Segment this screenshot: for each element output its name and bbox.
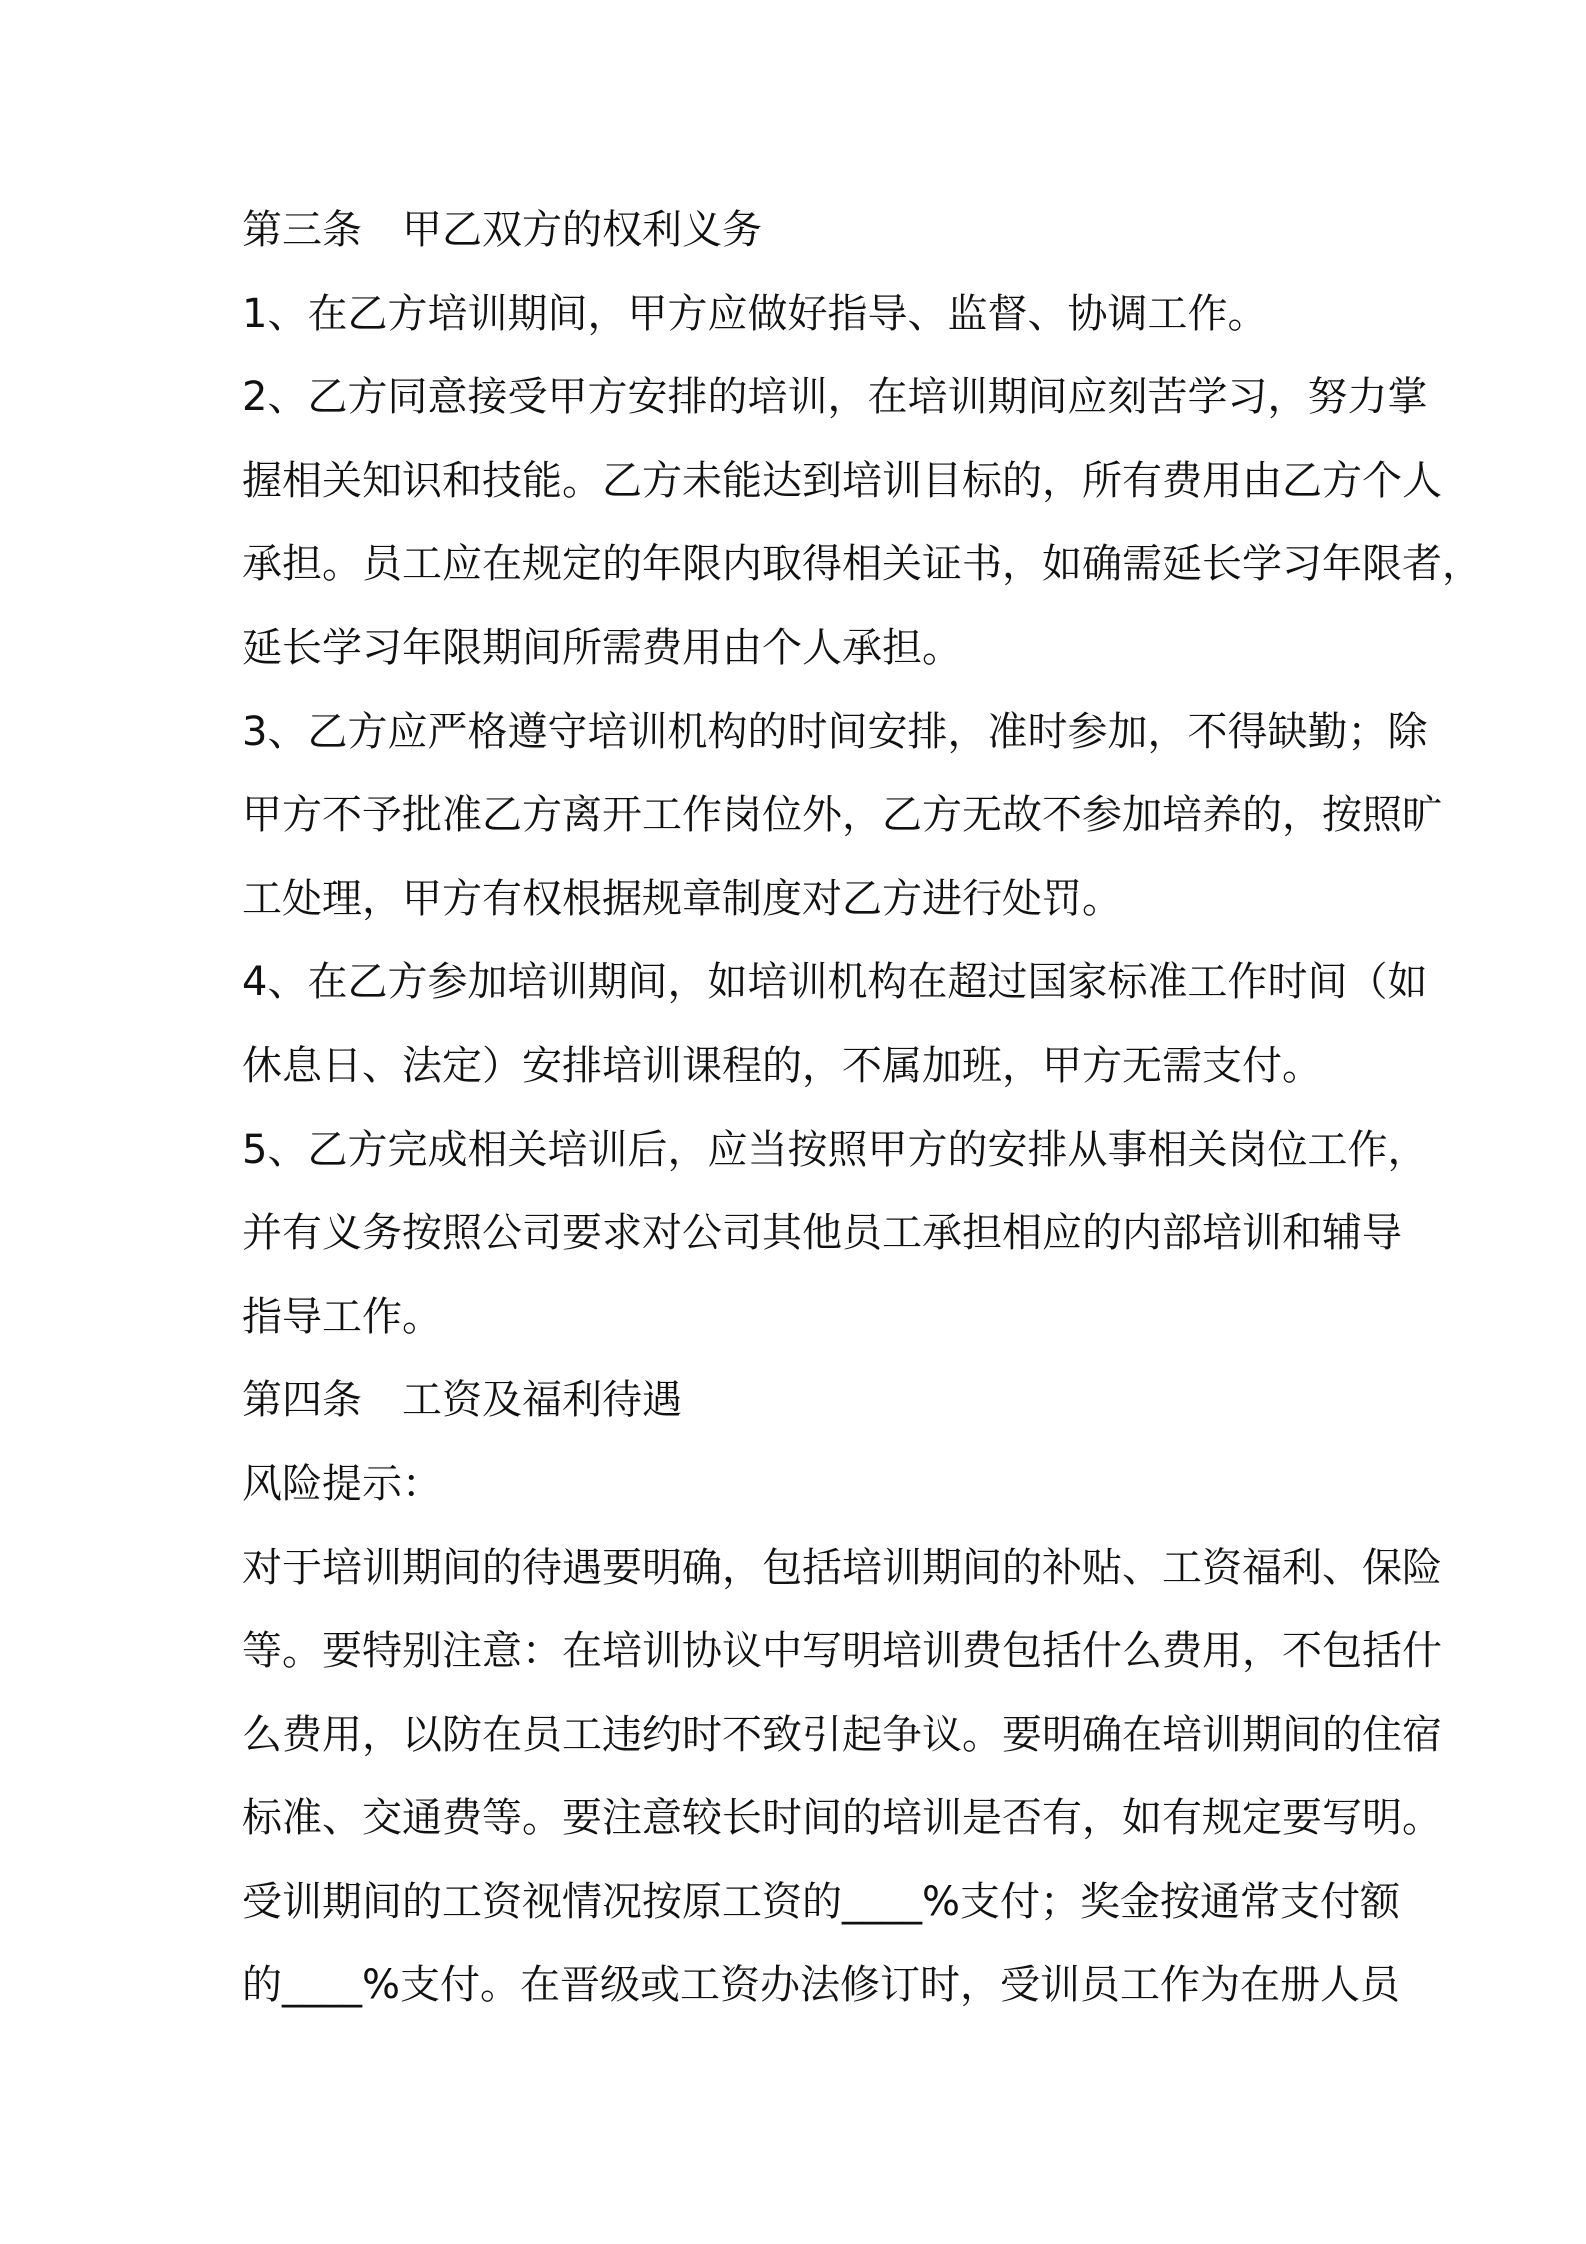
clause-3-5-line-1: 5、乙方完成相关培训后，应当按照甲方的安排从事相关岗位工作，	[242, 1126, 1428, 1173]
risk-notice-line-1: 对于培训期间的待遇要明确，包括培训期间的补贴、工资福利、保险	[242, 1544, 1442, 1591]
risk-notice-line-4: 标准、交通费等。要注意较长时间的培训是否有，如有规定要写明。	[242, 1795, 1442, 1842]
risk-notice-line-3: 么费用，以防在员工违约时不致引起争议。要明确在培训期间的住宿	[242, 1711, 1442, 1758]
clause-3-3-line-3: 工处理，甲方有权根据规章制度对乙方进行处罚。	[242, 875, 1122, 922]
clause-3-2-line-4: 延长学习年限期间所需费用由个人承担。	[242, 624, 962, 671]
article-4-heading: 第四条 工资及福利待遇	[242, 1377, 682, 1424]
wage-clause-line-1: 受训期间的工资视情况按原工资的____%支付；奖金按通常支付额	[242, 1878, 1401, 1925]
clause-3-2-line-1: 2、乙方同意接受甲方安排的培训，在培训期间应刻苦学习，努力掌	[242, 374, 1428, 421]
clause-3-5-line-3: 指导工作。	[242, 1293, 442, 1340]
clause-3-5-line-2: 并有义务按照公司要求对公司其他员工承担相应的内部培训和辅导	[242, 1210, 1402, 1257]
clause-3-3-line-2: 甲方不予批准乙方离开工作岗位外，乙方无故不参加培养的，按照旷	[242, 792, 1442, 839]
risk-notice-label: 风险提示：	[242, 1460, 442, 1507]
article-3-heading: 第三条 甲乙双方的权利义务	[242, 207, 762, 253]
clause-3-3-line-1: 3、乙方应严格遵守培训机构的时间安排，准时参加，不得缺勤；除	[242, 708, 1428, 755]
clause-3-4-line-2: 休息日、法定）安排培训课程的，不属加班，甲方无需支付。	[242, 1042, 1322, 1089]
clause-3-2-line-2: 握相关知识和技能。乙方未能达到培训目标的，所有费用由乙方个人	[242, 457, 1442, 504]
clause-3-2-line-3: 承担。员工应在规定的年限内取得相关证书，如确需延长学习年限者，	[242, 541, 1482, 588]
risk-notice-line-2: 等。要特别注意：在培训协议中写明培训费包括什么费用，不包括什	[242, 1628, 1442, 1675]
wage-clause-line-2: 的____%支付。在晋级或工资办法修订时，受训员工作为在册人员	[242, 1962, 1401, 2009]
document-body	[242, 207, 1482, 2047]
clause-3-4-line-1: 4、在乙方参加培训期间，如培训机构在超过国家标准工作时间（如	[242, 959, 1428, 1006]
clause-3-1-line-1: 1、在乙方培训期间，甲方应做好指导、监督、协调工作。	[242, 290, 1268, 337]
